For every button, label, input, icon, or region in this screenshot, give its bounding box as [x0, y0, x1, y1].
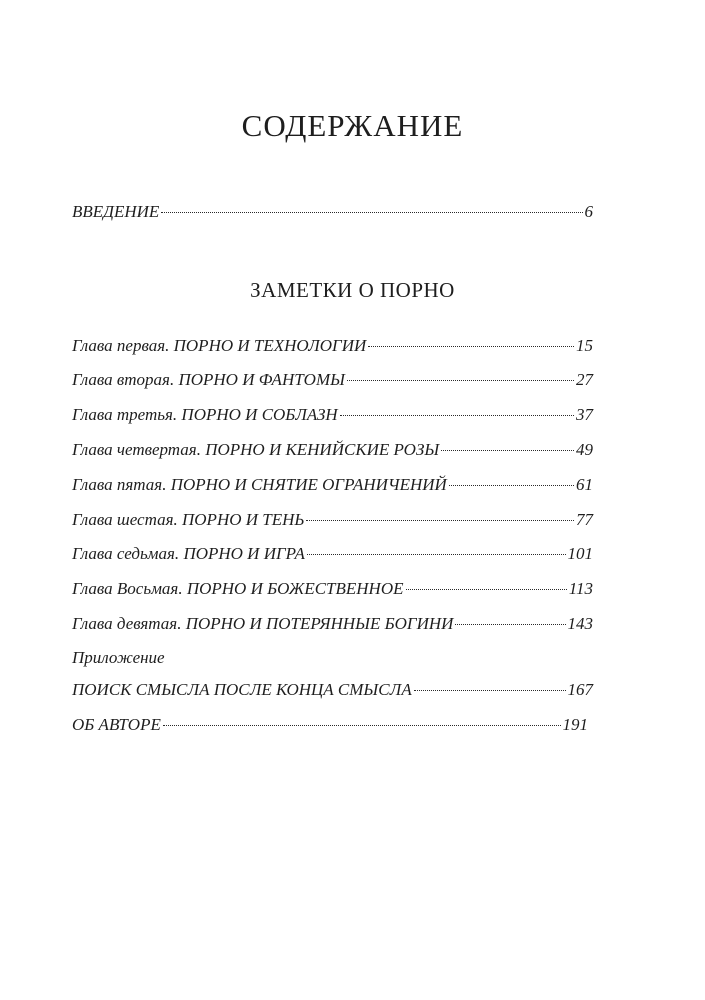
dot-leader [368, 346, 574, 347]
toc-page-number: 77 [576, 510, 593, 529]
appendix-heading: Приложение [72, 648, 165, 667]
chapter-number: Глава седьмая. [72, 544, 180, 563]
chapter-title: ПОРНО И ТЕНЬ [182, 510, 305, 529]
toc-entry-introduction[interactable] [72, 202, 593, 228]
toc-page-number: 167 [567, 680, 593, 699]
toc-entry-chapter-3[interactable] [72, 405, 593, 431]
dot-leader [347, 380, 574, 381]
chapter-title: ПОРНО И ФАНТОМЫ [178, 370, 345, 389]
toc-entry-appendix[interactable] [72, 680, 593, 706]
toc-entry-chapter-8[interactable] [72, 579, 593, 605]
dot-leader [414, 690, 566, 691]
dot-leader [306, 520, 574, 521]
dot-leader [441, 450, 574, 451]
chapter-title: ПОРНО И СОБЛАЗН [181, 405, 338, 424]
dot-leader [163, 725, 561, 726]
toc-page-number: 49 [576, 440, 593, 459]
page-title: СОДЕРЖАНИЕ [241, 108, 464, 143]
toc-page-number: 61 [576, 475, 593, 494]
dot-leader [161, 212, 582, 213]
dot-leader [455, 624, 565, 625]
toc-entry-chapter-5[interactable] [72, 475, 593, 501]
toc-entry-chapter-1[interactable] [72, 336, 593, 362]
chapter-title: ПОРНО И ПОТЕРЯННЫЕ БОГИНИ [185, 614, 454, 633]
chapter-title: ПОРНО И СНЯТИЕ ОГРАНИЧЕНИЙ [170, 475, 447, 494]
toc-entry-chapter-2[interactable] [72, 370, 593, 396]
toc-entry-label: ВВЕДЕНИЕ [72, 202, 160, 221]
toc-page-number: 37 [576, 405, 593, 424]
chapter-title: ПОРНО И ТЕХНОЛОГИИ [173, 336, 367, 355]
toc-entry-label: ПОИСК СМЫСЛА ПОСЛЕ КОНЦА СМЫСЛА [72, 680, 412, 699]
chapter-title: ПОРНО И ИГРА [183, 544, 305, 563]
chapter-title: ПОРНО И БОЖЕСТВЕННОЕ [186, 579, 404, 598]
toc-entry-chapter-7[interactable] [72, 544, 593, 570]
section-title: ЗАМЕТКИ О ПОРНО [250, 278, 455, 302]
chapter-number: Глава шестая. [72, 510, 178, 529]
chapter-number: Глава Восьмая. [72, 579, 183, 598]
dot-leader [340, 415, 574, 416]
dot-leader [406, 589, 567, 590]
dot-leader [307, 554, 566, 555]
toc-entry-chapter-9[interactable] [72, 614, 593, 640]
chapter-number: Глава первая. [72, 336, 170, 355]
toc-page-number: 6 [584, 202, 593, 221]
chapter-number: Глава пятая. [72, 475, 167, 494]
toc-page-number: 113 [568, 579, 593, 598]
toc-entry-about-author[interactable] [72, 715, 588, 741]
toc-entry-chapter-4[interactable] [72, 440, 593, 466]
chapter-number: Глава четвертая. [72, 440, 201, 459]
chapter-number: Глава вторая. [72, 370, 175, 389]
toc-entry-label: ОБ АВТОРЕ [72, 715, 161, 734]
chapter-number: Глава третья. [72, 405, 178, 424]
toc-page-number: 15 [576, 336, 593, 355]
chapter-number: Глава девятая. [72, 614, 182, 633]
toc-page-number: 191 [562, 715, 588, 734]
toc-entry-chapter-6[interactable] [72, 510, 593, 536]
dot-leader [449, 485, 574, 486]
chapter-title: ПОРНО И КЕНИЙСКИЕ РОЗЫ [205, 440, 440, 459]
toc-page-number: 143 [567, 614, 593, 633]
toc-page-number: 101 [567, 544, 593, 563]
toc-page-number: 27 [576, 370, 593, 389]
